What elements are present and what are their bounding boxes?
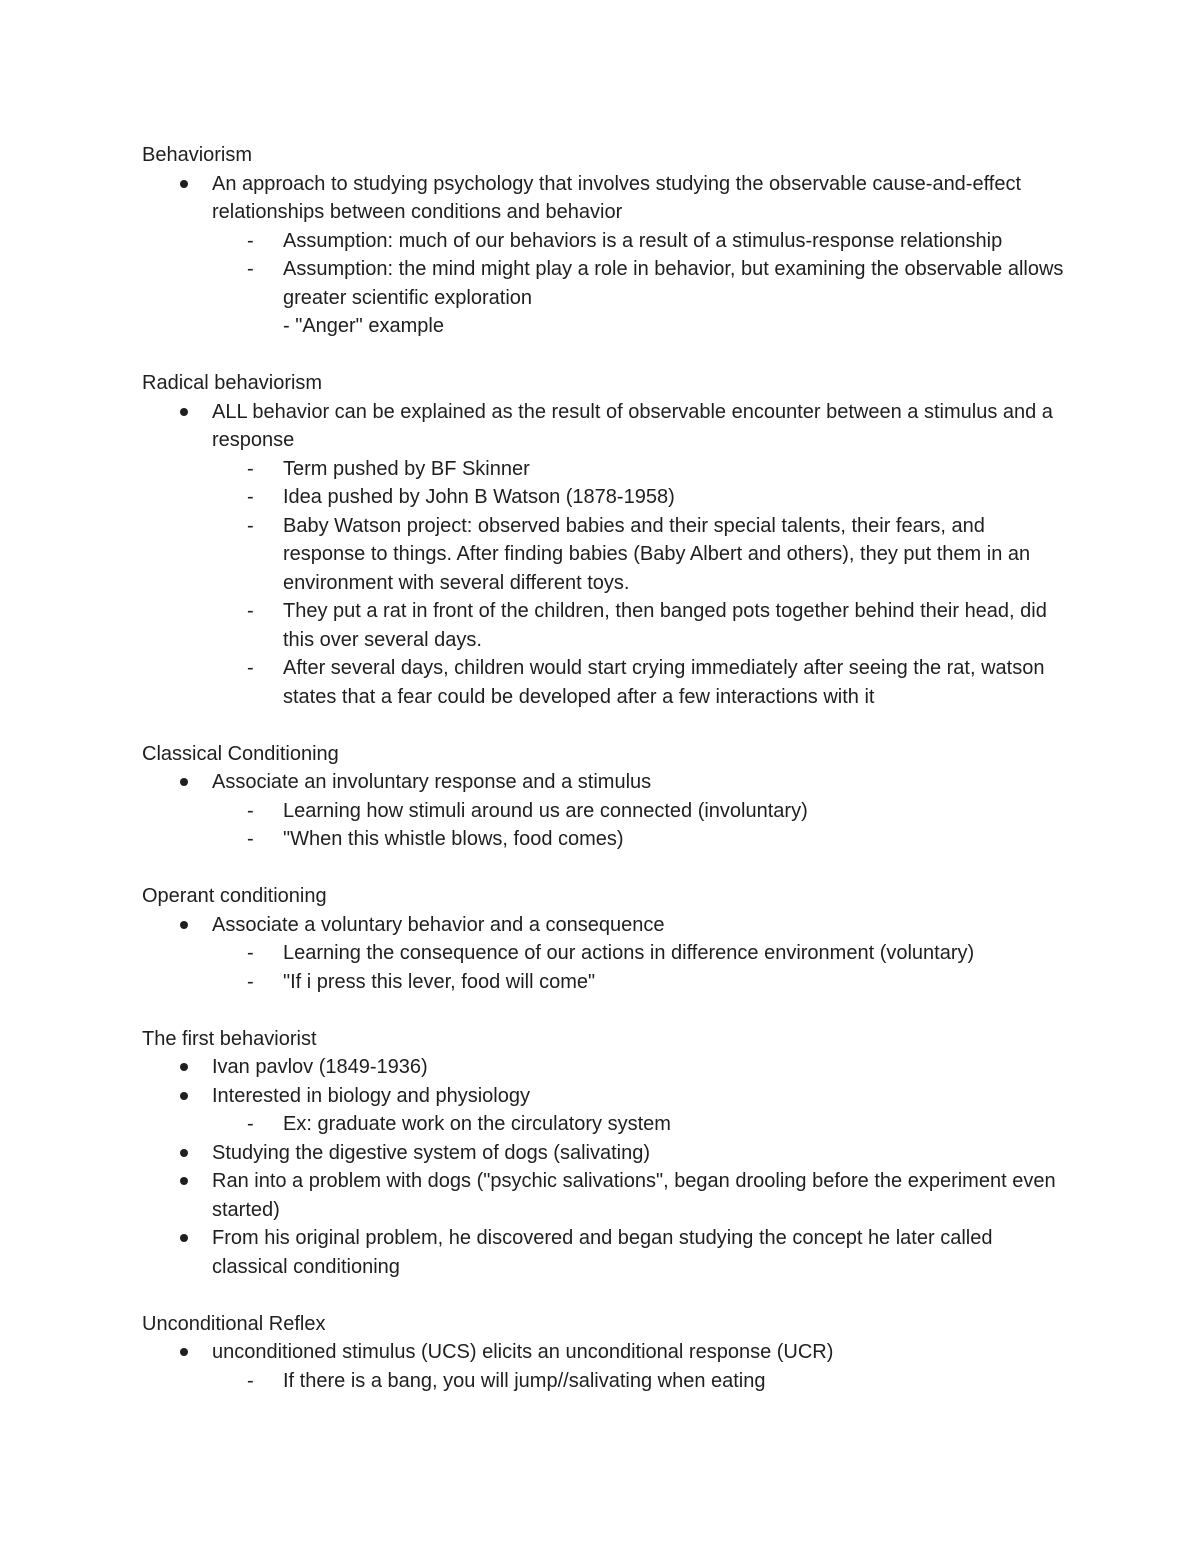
dash-text: Learning the consequence of our actions in difference environment (voluntary) [283, 942, 975, 964]
dash-marker-icon: - [247, 657, 254, 679]
bullet-list [142, 398, 1072, 712]
section-heading: Classical Conditioning [142, 742, 339, 765]
bullet-list [142, 1338, 1072, 1395]
bullet-text: Ivan pavlov (1849-1936) [212, 1056, 428, 1078]
dash-text: Assumption: the mind might play a role in behavior, but examining the observable allows greater scientific exploration [283, 258, 1064, 309]
bullet-text: From his original problem, he discovered and began studying the concept he later called classical conditioning [212, 1227, 993, 1278]
section-heading: Radical behaviorism [142, 372, 323, 394]
dash-text: Ex: graduate work on the circulatory system [283, 1113, 671, 1135]
bullet-dot-icon [180, 778, 188, 786]
dash-item [212, 455, 1072, 484]
dash-sub-line: - "Anger" example [283, 315, 444, 337]
bullet-list [142, 1053, 1072, 1281]
dash-marker-icon: - [247, 970, 254, 993]
dash-item [212, 1367, 1072, 1396]
bullet-text: Associate an involuntary response and a stimulus [212, 771, 652, 793]
dash-marker-icon: - [247, 600, 254, 622]
dash-item [212, 939, 1072, 968]
dash-text: They put a rat in front of the children, then banged pots together behind their head, did this over several days. [283, 600, 1047, 651]
bullet-item [142, 1224, 1072, 1281]
dash-text: Baby Watson project: observed babies and their special talents, their fears, and response to things. After finding babies (Baby Albert and others), they put them in an environment with several different toys. [283, 514, 1031, 594]
dash-list [212, 227, 1072, 341]
dash-text: "If i press this lever, food will come" [283, 970, 596, 993]
bullet-text: Studying the digestive system of dogs (salivating) [212, 1141, 650, 1164]
dash-item [212, 1110, 1072, 1139]
section-radical-behaviorism [142, 369, 1072, 711]
section-unconditional-reflex [142, 1310, 1072, 1396]
bullet-text: unconditioned stimulus (UCS) elicits an unconditional response (UCR) [212, 1341, 834, 1363]
dash-list [212, 939, 1072, 996]
dash-marker-icon: - [247, 1369, 254, 1392]
bullet-dot-icon [180, 408, 188, 416]
section-behaviorism [142, 141, 1072, 341]
bullet-item [142, 1139, 1072, 1168]
dash-marker-icon: - [247, 514, 254, 537]
bullet-dot-icon [180, 1063, 188, 1071]
dash-text: Assumption: much of our behaviors is a result of a stimulus-response relationship [283, 229, 1003, 252]
bullet-dot-icon [180, 180, 188, 188]
dash-item [212, 654, 1072, 711]
dash-marker-icon: - [247, 457, 254, 480]
dash-item [212, 483, 1072, 512]
dash-marker-icon: - [247, 258, 254, 280]
dash-text: Idea pushed by John B Watson (1878-1958) [283, 486, 675, 508]
bullet-list [142, 170, 1072, 341]
dash-text: "When this whistle blows, food comes) [283, 828, 624, 850]
bullet-text: Ran into a problem with dogs ("psychic salivations", began drooling before the experiment even started) [212, 1170, 1056, 1221]
dash-marker-icon: - [247, 799, 254, 822]
bullet-dot-icon [180, 1092, 188, 1100]
section-classical-conditioning [142, 740, 1072, 854]
dash-item [212, 512, 1072, 598]
bullet-item [142, 398, 1072, 712]
dash-text: If there is a bang, you will jump//salivating when eating [283, 1369, 766, 1392]
bullet-dot-icon [180, 1348, 188, 1356]
bullet-dot-icon [180, 1177, 188, 1185]
dash-item [212, 797, 1072, 826]
dash-list [212, 1110, 1072, 1139]
dash-marker-icon: - [247, 942, 254, 964]
section-the-first-behaviorist [142, 1025, 1072, 1282]
bullet-item [142, 911, 1072, 997]
bullet-text: Associate a voluntary behavior and a consequence [212, 913, 665, 936]
dash-text: Learning how stimuli around us are connected (involuntary) [283, 799, 808, 822]
section-heading: The first behaviorist [142, 1027, 317, 1050]
bullet-list [142, 911, 1072, 997]
bullet-text: ALL behavior can be explained as the result of observable encounter between a stimulus and a response [212, 400, 1053, 451]
bullet-text: An approach to studying psychology that involves studying the observable cause-and-effect relationships between conditions and behavior [212, 172, 1022, 223]
bullet-dot-icon [180, 921, 188, 929]
bullet-dot-icon [180, 1149, 188, 1157]
dash-item [212, 255, 1072, 341]
dash-list [212, 455, 1072, 712]
bullet-item [142, 170, 1072, 341]
bullet-item [142, 1082, 1072, 1139]
dash-text: Term pushed by BF Skinner [283, 457, 530, 480]
dash-text: After several days, children would start crying immediately after seeing the rat, watson states that a fear could be developed after a few interactions with it [283, 657, 1045, 708]
dash-list [212, 1367, 1072, 1396]
dash-marker-icon: - [247, 828, 254, 850]
section-heading: Behaviorism [142, 144, 253, 166]
document-page [142, 141, 1072, 1424]
dash-item [212, 968, 1072, 997]
dash-item [212, 227, 1072, 256]
section-operant-conditioning [142, 882, 1072, 996]
dash-list [212, 797, 1072, 854]
dash-marker-icon: - [247, 1113, 254, 1135]
section-heading: Operant conditioning [142, 885, 327, 907]
bullet-text: Interested in biology and physiology [212, 1084, 530, 1107]
dash-marker-icon: - [247, 486, 254, 508]
dash-item [212, 825, 1072, 854]
bullet-item [142, 1338, 1072, 1395]
dash-marker-icon: - [247, 229, 254, 252]
section-heading: Unconditional Reflex [142, 1312, 326, 1335]
bullet-item [142, 1167, 1072, 1224]
bullet-item [142, 1053, 1072, 1082]
bullet-item [142, 768, 1072, 854]
bullet-list [142, 768, 1072, 854]
dash-item [212, 597, 1072, 654]
bullet-dot-icon [180, 1234, 188, 1242]
